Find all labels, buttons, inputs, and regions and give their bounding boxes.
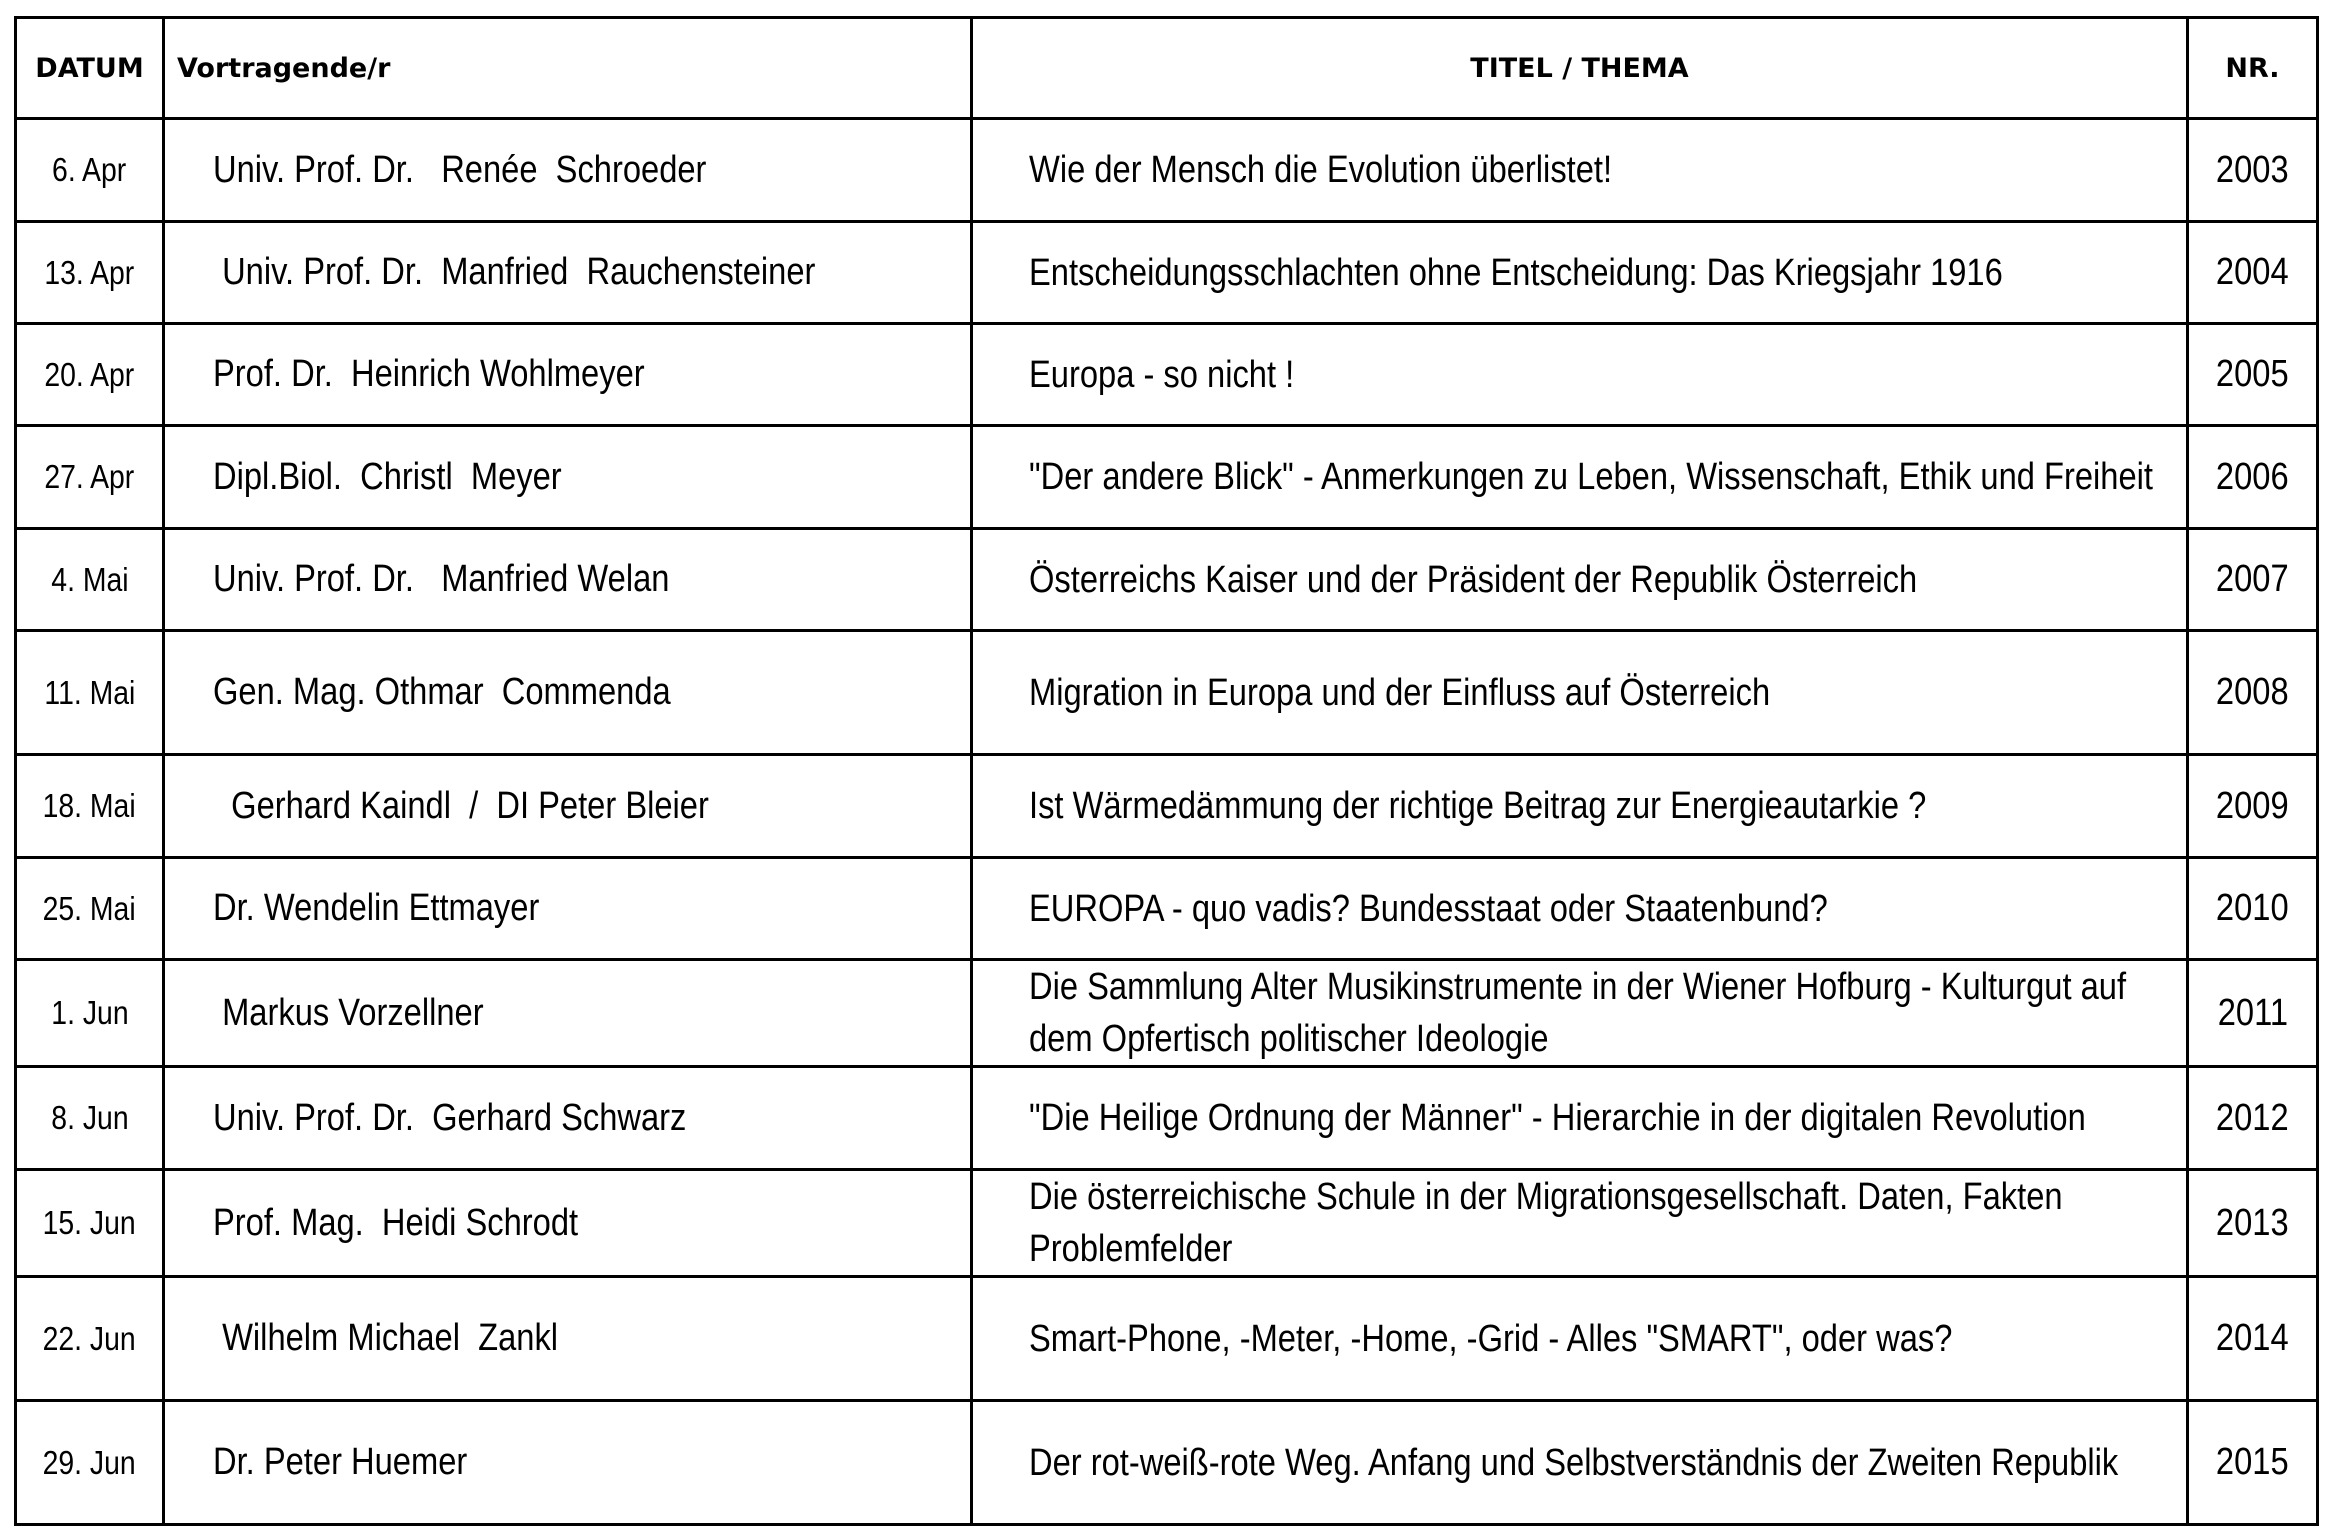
cell-title (972, 858, 2188, 960)
cell-nr (2188, 755, 2318, 858)
table-row (16, 755, 2318, 858)
cell-date (16, 119, 164, 222)
cell-title (972, 426, 2188, 529)
nr-text: 2012 (2216, 1096, 2289, 1139)
table-row (16, 426, 2318, 529)
cell-date (16, 1401, 164, 1525)
cell-date (16, 858, 164, 960)
title-text: Migration in Europa und der Einfluss auf Österreich (1029, 671, 1771, 714)
cell-title (972, 1067, 2188, 1170)
cell-speaker (164, 755, 972, 858)
date-text: 8. Jun (50, 1099, 129, 1136)
date-text: 11. Mai (44, 673, 135, 711)
cell-title (972, 1401, 2188, 1525)
nr-text: 2013 (2216, 1201, 2289, 1244)
cell-date (16, 631, 164, 755)
nr-text: 2015 (2216, 1441, 2289, 1483)
date-text: 25. Mai (42, 889, 137, 927)
cell-speaker (164, 529, 972, 631)
cell-nr (2188, 324, 2318, 426)
title-text: Die österreichische Schule in der Migrationsgesellschaft. Daten, Fakten Problemfelder (1029, 1176, 2063, 1270)
speaker-text: Univ. Prof. Dr. Renée Schroeder (213, 148, 707, 191)
cell-date (16, 529, 164, 631)
cell-speaker (164, 631, 972, 755)
nr-text: 2010 (2216, 887, 2289, 929)
speaker-text: Univ. Prof. Dr. Gerhard Schwarz (213, 1096, 687, 1139)
cell-speaker (164, 1170, 972, 1277)
cell-nr (2188, 858, 2318, 960)
nr-text: 2004 (2216, 251, 2289, 293)
title-text: Europa - so nicht ! (1029, 353, 1295, 396)
cell-title (972, 631, 2188, 755)
header-nr: NR. (2188, 18, 2318, 119)
table-row (16, 324, 2318, 426)
nr-text: 2011 (2217, 991, 2288, 1034)
cell-title (972, 222, 2188, 324)
table-row (16, 1170, 2318, 1277)
cell-nr (2188, 1067, 2318, 1170)
nr-text: 2008 (2216, 671, 2289, 713)
table-row (16, 960, 2318, 1067)
cell-title (972, 324, 2188, 426)
speaker-text: Prof. Mag. Heidi Schrodt (213, 1201, 579, 1244)
title-text: "Der andere Blick" - Anmerkungen zu Leben, Wissenschaft, Ethik und Freiheit (1029, 456, 2153, 498)
date-text: 27. Apr (44, 458, 135, 495)
cell-speaker (164, 222, 972, 324)
cell-title (972, 1277, 2188, 1401)
speaker-text: Univ. Prof. Dr. Manfried Welan (213, 558, 670, 600)
cell-nr (2188, 222, 2318, 324)
speaker-text: Dipl.Biol. Christl Meyer (213, 455, 562, 498)
nr-text: 2009 (2216, 784, 2289, 827)
header-row (16, 18, 2318, 119)
cell-title (972, 529, 2188, 631)
title-text: Ist Wärmedämmung der richtige Beitrag zur Energieautarkie ? (1029, 785, 1927, 827)
cell-title (972, 119, 2188, 222)
header-speaker: Vortragende/r (164, 18, 972, 119)
table-row (16, 858, 2318, 960)
table-row (16, 119, 2318, 222)
cell-speaker (164, 1067, 972, 1170)
cell-speaker (164, 426, 972, 529)
table-row (16, 222, 2318, 324)
nr-text: 2007 (2216, 558, 2289, 600)
cell-speaker (164, 858, 972, 960)
table-row (16, 631, 2318, 755)
cell-title (972, 960, 2188, 1067)
date-text: 22. Jun (42, 1319, 137, 1357)
table-body (16, 119, 2318, 1525)
date-text: 1. Jun (50, 994, 129, 1031)
date-text: 18. Mai (42, 787, 137, 824)
date-text: 15. Jun (42, 1204, 137, 1241)
cell-title (972, 1170, 2188, 1277)
cell-date (16, 1067, 164, 1170)
table-row (16, 1067, 2318, 1170)
cell-nr (2188, 426, 2318, 529)
title-text: EUROPA - quo vadis? Bundesstaat oder Staatenbund? (1029, 887, 1828, 930)
speaker-text: Dr. Wendelin Ettmayer (213, 887, 540, 929)
speaker-text: Gen. Mag. Othmar Commenda (213, 671, 671, 713)
cell-date (16, 324, 164, 426)
cell-speaker (164, 960, 972, 1067)
cell-nr (2188, 1277, 2318, 1401)
header-datum: DATUM (16, 18, 164, 119)
cell-nr (2188, 1401, 2318, 1525)
speaker-text: Gerhard Kaindl / DI Peter Bleier (213, 784, 709, 827)
date-text: 6. Apr (52, 151, 127, 188)
cell-date (16, 960, 164, 1067)
cell-nr (2188, 1170, 2318, 1277)
title-text: Smart-Phone, -Meter, -Home, -Grid - Alles "SMART", oder was? (1029, 1317, 1953, 1360)
cell-speaker (164, 1277, 972, 1401)
speaker-text: Prof. Dr. Heinrich Wohlmeyer (213, 353, 645, 395)
speaker-text: Wilhelm Michael Zankl (213, 1317, 559, 1359)
cell-speaker (164, 119, 972, 222)
cell-date (16, 1170, 164, 1277)
date-text: 13. Apr (44, 253, 135, 291)
table-row (16, 1277, 2318, 1401)
nr-text: 2014 (2216, 1317, 2289, 1359)
cell-nr (2188, 960, 2318, 1067)
nr-text: 2006 (2216, 455, 2289, 498)
title-text: Der rot-weiß-rote Weg. Anfang und Selbstverständnis der Zweiten Republik (1029, 1441, 2119, 1484)
speaker-text: Univ. Prof. Dr. Manfried Rauchensteiner (213, 251, 816, 293)
cell-speaker (164, 1401, 972, 1525)
speaker-text: Dr. Peter Huemer (213, 1441, 468, 1483)
lecture-schedule-table (14, 16, 2319, 1526)
cell-nr (2188, 529, 2318, 631)
title-text: Wie der Mensch die Evolution überlistet! (1029, 149, 1613, 191)
cell-title (972, 755, 2188, 858)
date-text: 29. Jun (42, 1443, 137, 1481)
cell-speaker (164, 324, 972, 426)
header-title: TITEL / THEMA (972, 18, 2188, 119)
cell-date (16, 755, 164, 858)
cell-date (16, 222, 164, 324)
cell-nr (2188, 119, 2318, 222)
title-text: Die Sammlung Alter Musikinstrumente in der Wiener Hofburg - Kulturgut auf dem Opfertisch politischer Ideologie (1029, 966, 2127, 1060)
cell-date (16, 426, 164, 529)
date-text: 4. Mai (50, 560, 129, 598)
title-text: Entscheidungsschlachten ohne Entscheidung: Das Kriegsjahr 1916 (1029, 251, 2003, 294)
title-text: "Die Heilige Ordnung der Männer" - Hierarchie in der digitalen Revolution (1029, 1097, 2086, 1139)
date-text: 20. Apr (44, 355, 135, 393)
table-row (16, 1401, 2318, 1525)
nr-text: 2005 (2216, 353, 2289, 395)
cell-nr (2188, 631, 2318, 755)
nr-text: 2003 (2216, 148, 2289, 191)
table-row (16, 529, 2318, 631)
speaker-text: Markus Vorzellner (213, 991, 484, 1034)
cell-date (16, 1277, 164, 1401)
title-text: Österreichs Kaiser und der Präsident der Republik Österreich (1029, 558, 1918, 601)
